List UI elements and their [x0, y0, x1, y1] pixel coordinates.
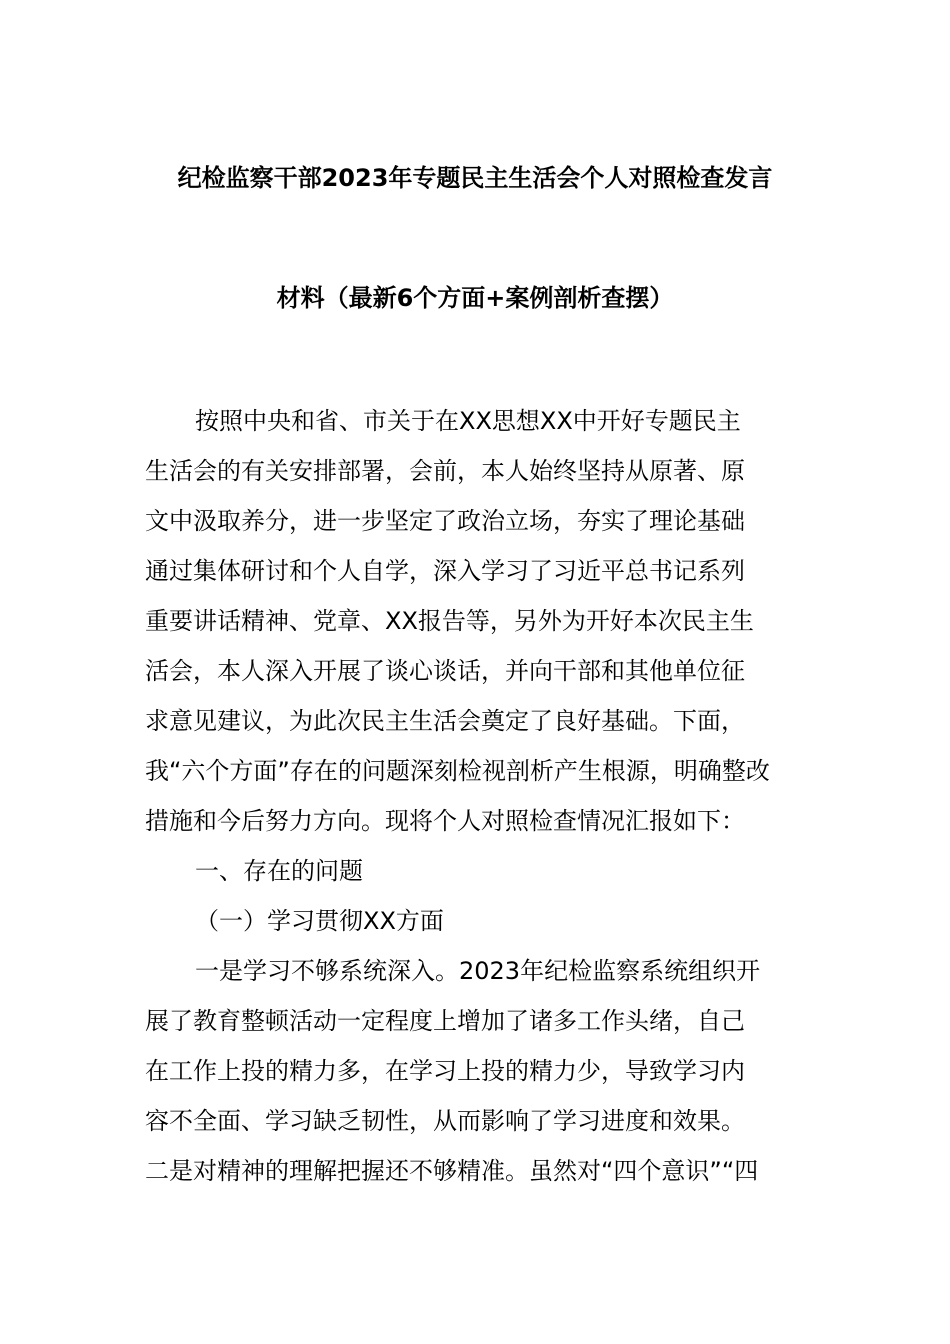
- body-line: 我“六个方面”存在的问题深刻检视剖析产生根源，明确整改: [145, 757, 770, 785]
- body-line: 重要讲话精神、党章、XX报告等，另外为开好本次民主生: [145, 607, 754, 635]
- body-line: 二是对精神的理解把握还不够精准。虽然对“四个意识”“四: [145, 1157, 759, 1185]
- subsection-heading: （一）学习贯彻XX方面: [195, 907, 444, 935]
- body-line: 在工作上投的精力多，在学习上投的精力少，导致学习内: [145, 1057, 745, 1085]
- body-line: 求意见建议，为此次民主生活会奠定了良好基础。下面，: [145, 707, 745, 735]
- body-line: 措施和今后努力方向。现将个人对照检查情况汇报如下：: [145, 807, 745, 835]
- body-line: 文中汲取养分，进一步坚定了政治立场，夯实了理论基础: [145, 507, 745, 535]
- body-line: 通过集体研讨和个人自学，深入学习了习近平总书记系列: [145, 557, 745, 585]
- body-line: 活会，本人深入开展了谈心谈话，并向干部和其他单位征: [145, 657, 745, 685]
- body-line: 展了教育整顿活动一定程度上增加了诸多工作头绪，自己: [145, 1007, 745, 1035]
- body-line: 生活会的有关安排部署，会前，本人始终坚持从原著、原: [145, 457, 745, 485]
- document-title-line-1: 纪检监察干部2023年专题民主生活会个人对照检查发言: [177, 164, 773, 192]
- section-heading: 一、存在的问题: [195, 857, 363, 885]
- body-line: 一是学习不够系统深入。2023年纪检监察系统组织开: [195, 957, 761, 985]
- document-body: [145, 396, 810, 1196]
- body-line: 容不全面、学习缺乏韧性，从而影响了学习进度和效果。: [145, 1107, 745, 1135]
- body-line: 按照中央和省、市关于在XX思想XX中开好专题民主: [195, 407, 741, 435]
- document-title-line-2: 材料（最新6个方面+案例剖析查摆）: [276, 284, 674, 312]
